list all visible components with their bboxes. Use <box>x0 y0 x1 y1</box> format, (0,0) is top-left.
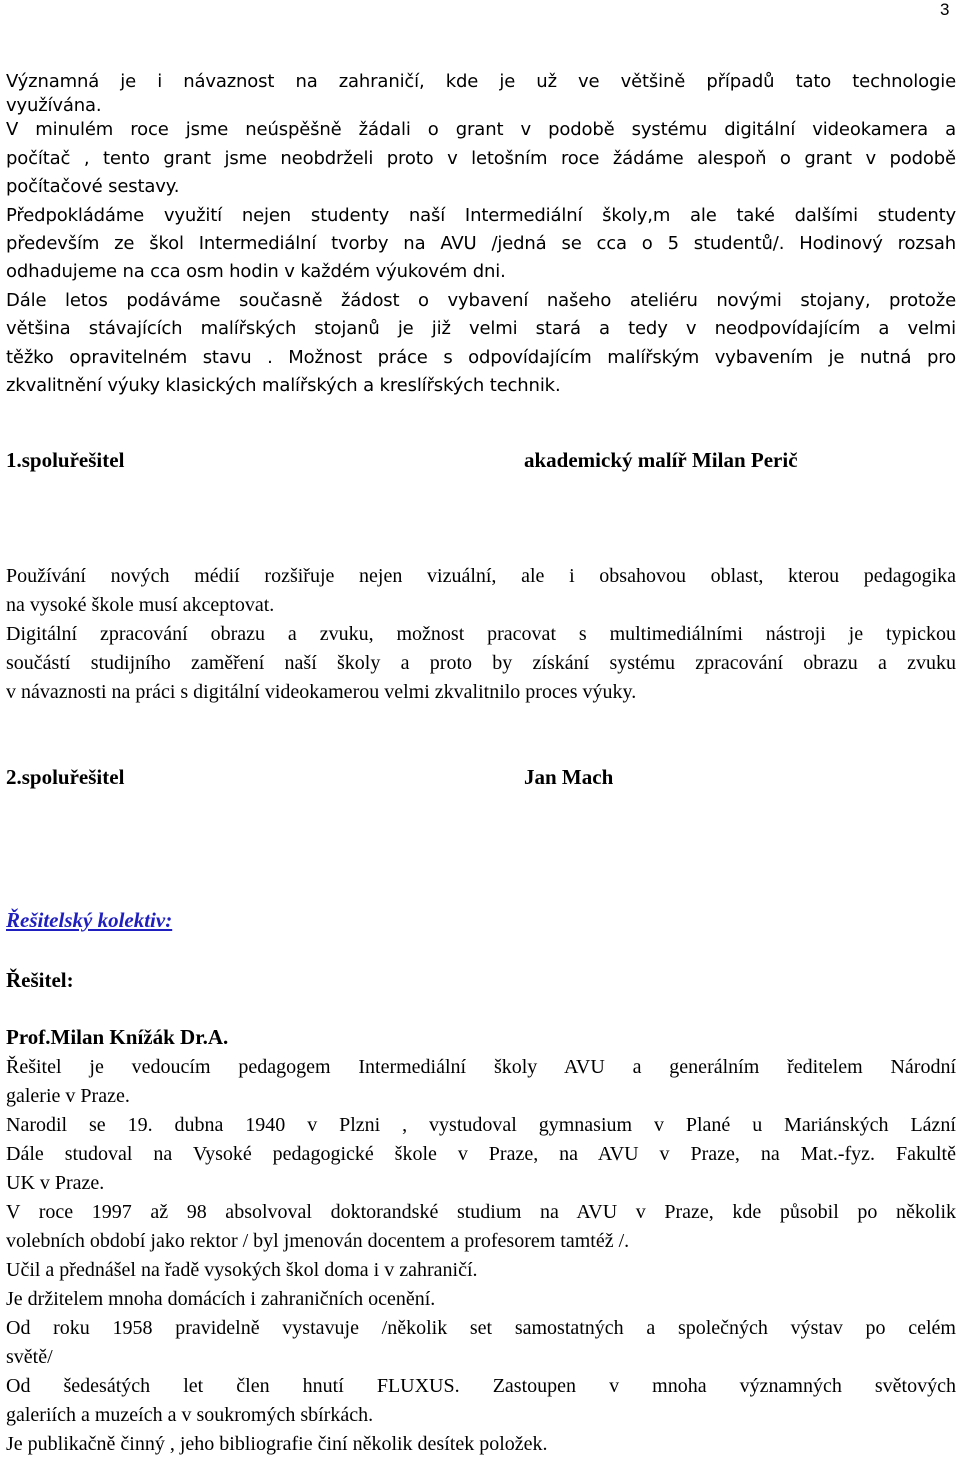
text-line: UK v Praze. <box>6 1172 105 1194</box>
text-line: Významná je i návaznost na zahraničí, kde je už ve většině případů tato technologie <box>6 71 956 92</box>
text-line: V minulém roce jsme neúspěšně žádali o grant v podobě systému digitální videokamera a <box>6 119 956 141</box>
text-line: využívána. <box>6 95 102 117</box>
text-line: Je publikačně činný , jeho bibliografie činí několik desítek položek. <box>6 1433 548 1455</box>
text-line: součástí studijního zaměření naší školy a proto by získání systému zpracování obrazu a zvuku <box>6 652 956 674</box>
text-line: v návaznosti na práci s digitální videokamerou velmi zkvalitnilo proces výuky. <box>6 681 637 703</box>
text-line: galerie v Praze. <box>6 1085 130 1107</box>
co-researcher-2-label: 2.spoluřešitel <box>6 765 125 789</box>
co-researcher-2-name: Jan Mach <box>524 765 614 789</box>
text-line: počítačové sestavy. <box>6 176 180 198</box>
text-line: těžko opravitelném stavu . Možnost práce s odpovídajícím malířským vybavením je nutná pro <box>6 346 956 368</box>
text-line: Používání nových médií rozšiřuje nejen vizuální, ale i obsahovou oblast, kterou pedagogika <box>6 565 956 587</box>
text-line: Digitální zpracování obrazu a zvuku, možnost pracovat s multimediálními nástroji je typickou <box>6 623 956 645</box>
researcher-name: Prof.Milan Knížák Dr.A. <box>6 1025 229 1049</box>
text-line: Řešitel je vedoucím pedagogem Intermediální školy AVU a generálním ředitelem Národní <box>6 1056 956 1078</box>
text-line: Učil a přednášel na řadě vysokých škol doma i v zahraničí. <box>6 1259 478 1281</box>
text-line: Předpokládáme využití nejen studenty naší Intermediální školy,m ale také dalšími studenty <box>6 204 956 226</box>
text-line: odhadujeme na cca osm hodin v každém výukovém dni. <box>6 261 506 283</box>
team-heading[interactable]: Řešitelský kolektiv: <box>6 908 173 932</box>
text-line: Od šedesátých let člen hnutí FLUXUS. Zastoupen v mnoha významných světových <box>6 1375 956 1397</box>
researcher-heading: Řešitel: <box>6 968 74 992</box>
text-line: Dále letos podáváme současně žádost o vybavení našeho ateliéru novými stojany, protože <box>6 289 956 311</box>
intro-paragraph <box>6 68 956 400</box>
text-line: především ze škol Intermediální tvorby na AVU /jedná se cca o 5 studentů/. Hodinový rozsah <box>6 233 956 255</box>
co-researcher-1-label: 1.spoluřešitel <box>6 448 125 472</box>
text-line: V roce 1997 až 98 absolvoval doktorandské studium na AVU v Praze, kde působil po několik <box>6 1201 956 1223</box>
text-line: počítač , tento grant jsme neobdrželi proto v letošním roce žádáme alespoň o grant v podobě <box>6 147 956 169</box>
text-line: Od roku 1958 pravidelně vystavuje /několik set samostatných a společných výstav po celém <box>6 1317 956 1339</box>
text-line: Je držitelem mnoha domácích i zahraničních ocenění. <box>6 1288 436 1310</box>
text-line: světě/ <box>6 1346 53 1368</box>
text-line: Narodil se 19. dubna 1940 v Plzni , vystudoval gymnasium v Plané u Mariánských Lázní <box>6 1114 956 1136</box>
text-line: zkvalitnění výuky klasických malířských a kreslířských technik. <box>6 375 561 397</box>
co-researcher-1-text <box>6 562 956 707</box>
text-line: volebních období jako rektor / byl jmenován docentem a profesorem tamtéž /. <box>6 1230 630 1252</box>
page-number: 3 <box>940 0 950 19</box>
text-line: galeriích a muzeích a v soukromých sbírkách. <box>6 1404 374 1426</box>
text-line: většina stávajících malířských stojanů je již velmi stará a tedy v neodpovídajícím a velmi <box>6 318 956 340</box>
researcher-bio <box>6 1053 956 1459</box>
co-researcher-1-name: akademický malíř Milan Perič <box>524 448 798 472</box>
text-line: na vysoké škole musí akceptovat. <box>6 594 275 616</box>
text-line: Dále studoval na Vysoké pedagogické škole v Praze, na AVU v Praze, na Mat.-fyz. Fakultě <box>6 1143 956 1165</box>
